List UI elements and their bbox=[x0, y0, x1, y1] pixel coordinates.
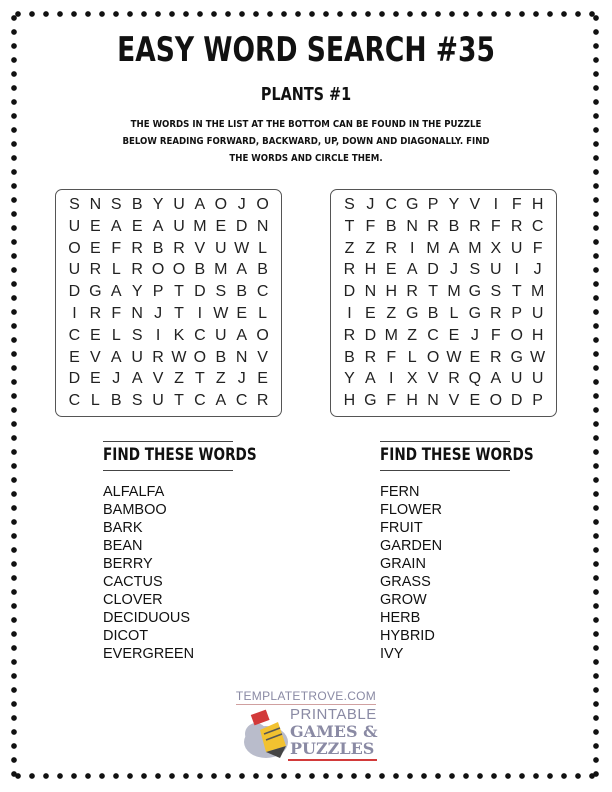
grid-letter: C bbox=[256, 283, 269, 301]
grid-letter: A bbox=[406, 261, 418, 279]
grid-letter: R bbox=[89, 261, 102, 279]
grid-letter: E bbox=[448, 326, 460, 344]
logo-red-block bbox=[251, 710, 270, 726]
grid-letter: M bbox=[447, 283, 461, 301]
grid-letter: Y bbox=[131, 283, 143, 301]
grid-letter: P bbox=[427, 196, 439, 213]
grid-letter: X bbox=[406, 370, 418, 388]
grid-letter: F bbox=[386, 348, 397, 366]
grid-letter: W bbox=[171, 348, 187, 366]
grid-letter: U bbox=[215, 239, 227, 257]
grid-letter: R bbox=[173, 239, 185, 257]
grid-row bbox=[339, 368, 548, 390]
grid-letter: R bbox=[131, 261, 143, 279]
brand-line-games: GAMES & bbox=[290, 722, 378, 741]
grid-letter: T bbox=[428, 283, 438, 301]
grid-letter: Z bbox=[174, 370, 184, 388]
word-list-item: DICOT bbox=[103, 628, 149, 644]
grid-letter: F bbox=[532, 239, 543, 257]
grid-letter: D bbox=[68, 370, 81, 388]
grid-row bbox=[64, 281, 273, 303]
grid-row bbox=[339, 281, 548, 303]
grid-row bbox=[64, 368, 273, 390]
grid-letter: A bbox=[194, 196, 206, 213]
grid-letter: O bbox=[214, 196, 228, 213]
grid-letter: J bbox=[237, 196, 246, 213]
grid-letter: G bbox=[405, 304, 419, 322]
grid-letter: Y bbox=[152, 196, 164, 213]
grid-row bbox=[64, 303, 273, 325]
grid-letter: C bbox=[235, 392, 248, 410]
grid-row bbox=[339, 194, 548, 216]
grid-letter: O bbox=[151, 261, 165, 279]
grid-letter: G bbox=[510, 348, 523, 366]
grid-letter: V bbox=[152, 370, 164, 388]
brand-site-text: TEMPLATETROVE.COM bbox=[235, 689, 377, 703]
grid-letter: R bbox=[89, 304, 102, 322]
grid-row bbox=[339, 325, 548, 347]
word-list-item: GROW bbox=[380, 592, 427, 608]
grid-letter: J bbox=[154, 304, 163, 322]
grid-letter: J bbox=[449, 261, 458, 279]
grid-letter: S bbox=[469, 261, 481, 279]
grid-letter: E bbox=[131, 217, 143, 235]
grid-letter: O bbox=[510, 326, 523, 344]
grid-letter: R bbox=[343, 326, 356, 344]
word-list-item: HYBRID bbox=[380, 628, 435, 644]
grid-letter: R bbox=[385, 239, 398, 257]
grid-letter: X bbox=[490, 239, 502, 257]
grid-letter: A bbox=[490, 370, 502, 388]
grid-letter: T bbox=[174, 304, 184, 322]
grid-letter: R bbox=[343, 261, 356, 279]
grid-letter: F bbox=[365, 217, 376, 235]
grid-letter: M bbox=[468, 239, 482, 257]
grid-letter: F bbox=[490, 217, 501, 235]
word-list-heading-right-text: FIND THESE WORDS bbox=[380, 445, 534, 465]
grid-letter: V bbox=[427, 370, 439, 388]
grid-letter: E bbox=[215, 217, 227, 235]
grid-letter: M bbox=[214, 261, 228, 279]
word-list-item: DECIDUOUS bbox=[103, 610, 191, 626]
grid-letter: B bbox=[152, 239, 164, 257]
grid-letter: H bbox=[406, 392, 418, 410]
grid-letter: D bbox=[510, 392, 523, 410]
grid-letter: I bbox=[493, 196, 499, 213]
grid-letter: S bbox=[110, 196, 122, 213]
grid-letter: G bbox=[468, 304, 482, 322]
grid-letter: U bbox=[531, 304, 544, 322]
grid-letter: L bbox=[258, 304, 268, 322]
grid-letter: D bbox=[364, 326, 377, 344]
grid-row bbox=[339, 347, 548, 369]
grid-letter: R bbox=[448, 370, 460, 388]
word-list-item: CACTUS bbox=[103, 574, 163, 590]
word-list-right bbox=[380, 483, 442, 663]
grid-letter: B bbox=[236, 283, 248, 301]
grid-letter: Z bbox=[365, 239, 376, 257]
word-list-heading-left bbox=[103, 441, 257, 471]
grid-letter: Z bbox=[386, 304, 397, 322]
grid-letter: M bbox=[384, 326, 398, 344]
grid-letter: H bbox=[364, 261, 377, 279]
grid-letter: I bbox=[409, 239, 415, 257]
grid-letter: R bbox=[490, 304, 502, 322]
grid-letter: C bbox=[68, 392, 81, 410]
border-right bbox=[593, 11, 599, 779]
grid-row bbox=[64, 216, 273, 238]
word-list-item: FLOWER bbox=[380, 502, 443, 518]
grid-letter: L bbox=[90, 392, 100, 410]
word-list-item: FRUIT bbox=[380, 520, 423, 536]
word-list-item: BARK bbox=[103, 520, 143, 536]
grid-letter: O bbox=[426, 348, 440, 366]
grid-letter: V bbox=[469, 196, 481, 213]
grid-letter: D bbox=[235, 217, 248, 235]
grid-letter: Z bbox=[407, 326, 418, 344]
grid-letter: S bbox=[131, 392, 143, 410]
grid-letter: V bbox=[194, 239, 206, 257]
grid-letter: T bbox=[174, 283, 184, 301]
brand-line-puzzles: PUZZLES bbox=[290, 739, 375, 758]
grid-letter: S bbox=[69, 196, 80, 213]
grid-letter: N bbox=[235, 348, 248, 366]
grid-letter: U bbox=[68, 217, 81, 235]
grid-letter: M bbox=[530, 283, 545, 301]
grid-letter: S bbox=[215, 283, 227, 301]
grid-letter: L bbox=[111, 326, 121, 344]
grid-letter: C bbox=[427, 326, 439, 344]
grid-letter: N bbox=[89, 196, 102, 213]
grid-letter: T bbox=[174, 392, 184, 410]
word-list-heading-left-text: FIND THESE WORDS bbox=[103, 445, 257, 465]
page-title: EASY WORD SEARCH #35 bbox=[117, 30, 495, 70]
grid-letter: M bbox=[426, 239, 440, 257]
grid-letter: E bbox=[469, 348, 481, 366]
word-list-item: CLOVER bbox=[103, 592, 163, 608]
word-list-item: IVY bbox=[380, 646, 404, 662]
grid-letter: G bbox=[364, 392, 377, 410]
grid-letter: Y bbox=[344, 370, 355, 388]
grid-letter: R bbox=[510, 217, 523, 235]
grid-letter: V bbox=[257, 348, 268, 366]
grid-letter: D bbox=[343, 283, 356, 301]
grid-letter: R bbox=[152, 348, 164, 366]
grid-letter: I bbox=[155, 326, 161, 344]
grid-letter: F bbox=[111, 239, 122, 257]
page-subtitle: PLANTS #1 bbox=[260, 84, 352, 105]
grid-letter: K bbox=[173, 326, 185, 344]
grid-letter: A bbox=[365, 370, 376, 388]
grid-letter: L bbox=[407, 348, 417, 366]
grid-letter: E bbox=[385, 261, 397, 279]
grid-letter: J bbox=[366, 196, 375, 213]
grid-letter: Z bbox=[344, 239, 355, 257]
grid-letter: B bbox=[131, 196, 143, 213]
grid-letter: H bbox=[531, 326, 544, 344]
grid-letter: I bbox=[72, 304, 77, 322]
word-search-grid-left bbox=[55, 189, 282, 417]
word-list-item: GRASS bbox=[380, 574, 431, 590]
grid-letter: B bbox=[427, 304, 439, 322]
grid-row bbox=[339, 259, 548, 281]
grid-letter: N bbox=[364, 283, 377, 301]
grid-row bbox=[64, 390, 273, 412]
grid-letter: P bbox=[532, 392, 543, 410]
word-list-item: BERRY bbox=[103, 556, 153, 572]
grid-letter: N bbox=[427, 392, 439, 410]
grid-letter: J bbox=[470, 326, 479, 344]
grid-row bbox=[64, 194, 273, 216]
grid-letter: R bbox=[364, 348, 377, 366]
grid-letter: F bbox=[386, 392, 397, 410]
grid-letter: N bbox=[256, 217, 269, 235]
word-list-item: FERN bbox=[380, 484, 420, 500]
grid-letter: U bbox=[490, 261, 502, 279]
grid-letter: A bbox=[152, 217, 164, 235]
grid-letter: T bbox=[511, 283, 522, 301]
grid-letter: J bbox=[112, 370, 121, 388]
grid-letter: U bbox=[510, 370, 523, 388]
grid-letter: C bbox=[194, 392, 206, 410]
grid-letter: H bbox=[385, 283, 398, 301]
grid-letter: H bbox=[343, 392, 356, 410]
grid-letter: E bbox=[90, 326, 101, 344]
grid-letter: W bbox=[213, 304, 229, 322]
grid-letter: W bbox=[234, 239, 250, 257]
word-list-left bbox=[103, 483, 194, 663]
grid-letter: U bbox=[510, 239, 523, 257]
grid-letter: B bbox=[110, 392, 122, 410]
grid-letter: F bbox=[111, 304, 122, 322]
grid-letter: C bbox=[194, 326, 206, 344]
grid-letter: N bbox=[406, 217, 418, 235]
grid-letter: Y bbox=[448, 196, 460, 213]
grid-letter: E bbox=[90, 217, 101, 235]
grid-letter: O bbox=[489, 392, 503, 410]
grid-letter: S bbox=[490, 283, 502, 301]
grid-letter: U bbox=[173, 196, 185, 213]
grid-letter: S bbox=[344, 196, 355, 213]
grid-letter: W bbox=[530, 348, 546, 366]
grid-letter: G bbox=[468, 283, 482, 301]
grid-letter: B bbox=[385, 217, 397, 235]
grid-letter: E bbox=[469, 392, 481, 410]
grid-letter: R bbox=[406, 283, 418, 301]
grid-letter: O bbox=[256, 196, 269, 213]
word-list-item: GARDEN bbox=[380, 538, 443, 554]
grid-letter: E bbox=[365, 304, 376, 322]
grid-letter: B bbox=[257, 261, 268, 279]
grid-letter: O bbox=[172, 261, 186, 279]
word-list-heading-right bbox=[380, 441, 534, 471]
grid-letter: M bbox=[193, 217, 207, 235]
instructions-text: THE WORDS IN THE LIST AT THE BOTTOM CAN BE FOUND IN THE PUZZLE BELOW READING FORWARD, BACKWARD, UP, DOWN AND DIAGONALLY. FIND THE WORDS AND CIRCLE THEM. bbox=[122, 119, 490, 164]
grid-letter: U bbox=[131, 348, 143, 366]
brand-site-url bbox=[0, 689, 612, 705]
grid-letter: F bbox=[511, 196, 522, 213]
grid-letter: V bbox=[90, 348, 101, 366]
word-list-item: BEAN bbox=[103, 538, 143, 554]
brand-line-printable: PRINTABLE bbox=[290, 706, 377, 723]
grid-letter: C bbox=[68, 326, 81, 344]
grid-letter: O bbox=[68, 239, 81, 257]
grid-letter: P bbox=[152, 283, 164, 301]
grid-letter: S bbox=[131, 326, 143, 344]
grid-letter: E bbox=[236, 304, 248, 322]
grid-letter: L bbox=[111, 261, 121, 279]
grid-letter: I bbox=[347, 304, 352, 322]
grid-letter: C bbox=[531, 217, 544, 235]
grid-row bbox=[339, 216, 548, 238]
grid-letter: H bbox=[531, 196, 544, 213]
brand-text-block bbox=[290, 706, 378, 757]
word-list-item: EVERGREEN bbox=[103, 646, 195, 662]
grid-letter: E bbox=[69, 348, 80, 366]
grid-letter: I bbox=[389, 370, 394, 388]
grid-row bbox=[339, 238, 548, 260]
grid-letter: T bbox=[344, 217, 355, 235]
grid-letter: U bbox=[173, 217, 185, 235]
word-list-item: HERB bbox=[380, 610, 421, 626]
grid-letter: J bbox=[237, 370, 246, 388]
grid-letter: J bbox=[533, 261, 542, 279]
grid-letter: C bbox=[385, 196, 398, 213]
grid-letter: F bbox=[490, 326, 501, 344]
grid-letter: R bbox=[131, 239, 143, 257]
grid-letter: E bbox=[257, 370, 268, 388]
grid-letter: U bbox=[152, 392, 164, 410]
grid-row bbox=[64, 347, 273, 369]
border-top bbox=[11, 11, 599, 17]
grid-letter: R bbox=[490, 348, 502, 366]
border-bottom bbox=[11, 773, 599, 779]
grid-letter: R bbox=[469, 217, 481, 235]
grid-letter: P bbox=[511, 304, 523, 322]
grid-letter: A bbox=[131, 370, 143, 388]
grid-letter: D bbox=[68, 283, 81, 301]
border-left bbox=[11, 11, 17, 779]
grid-letter: O bbox=[193, 348, 207, 366]
grid-letter: E bbox=[90, 370, 101, 388]
grid-letter: A bbox=[215, 392, 227, 410]
grid-letter: A bbox=[448, 239, 460, 257]
grid-letter: B bbox=[194, 261, 206, 279]
grid-letter: U bbox=[531, 370, 544, 388]
grid-letter: D bbox=[427, 261, 439, 279]
grid-letter: G bbox=[89, 283, 102, 301]
grid-letter: U bbox=[215, 326, 227, 344]
grid-letter: Q bbox=[468, 370, 482, 388]
grid-letter: A bbox=[236, 326, 248, 344]
grid-row bbox=[64, 238, 273, 260]
grid-letter: O bbox=[256, 326, 269, 344]
word-list-item: ALFALFA bbox=[103, 484, 165, 500]
grid-letter: R bbox=[427, 217, 439, 235]
grid-letter: A bbox=[236, 261, 248, 279]
word-search-grid-right bbox=[330, 189, 557, 417]
word-list-item: GRAIN bbox=[380, 556, 426, 572]
grid-letter: L bbox=[258, 239, 268, 257]
grid-letter: I bbox=[197, 304, 203, 322]
grid-letter: D bbox=[194, 283, 206, 301]
grid-letter: A bbox=[110, 348, 122, 366]
grid-letter: R bbox=[256, 392, 269, 410]
grid-letter: G bbox=[405, 196, 419, 213]
grid-letter: U bbox=[68, 261, 81, 279]
grid-letter: Z bbox=[215, 370, 226, 388]
grid-row bbox=[339, 303, 548, 325]
grid-letter: W bbox=[446, 348, 462, 366]
grid-letter: N bbox=[131, 304, 143, 322]
grid-letter: B bbox=[344, 348, 355, 366]
grid-letter: V bbox=[448, 392, 460, 410]
grid-row bbox=[339, 390, 548, 412]
word-list-item: BAMBOO bbox=[103, 502, 167, 518]
grid-letter: L bbox=[449, 304, 459, 322]
grid-letter: E bbox=[90, 239, 101, 257]
grid-letter: A bbox=[110, 217, 122, 235]
grid-letter: A bbox=[110, 283, 122, 301]
grid-row bbox=[64, 259, 273, 281]
grid-letter: B bbox=[215, 348, 227, 366]
grid-letter: T bbox=[195, 370, 205, 388]
grid-letter: B bbox=[448, 217, 460, 235]
grid-row bbox=[64, 325, 273, 347]
grid-letter: I bbox=[514, 261, 519, 279]
